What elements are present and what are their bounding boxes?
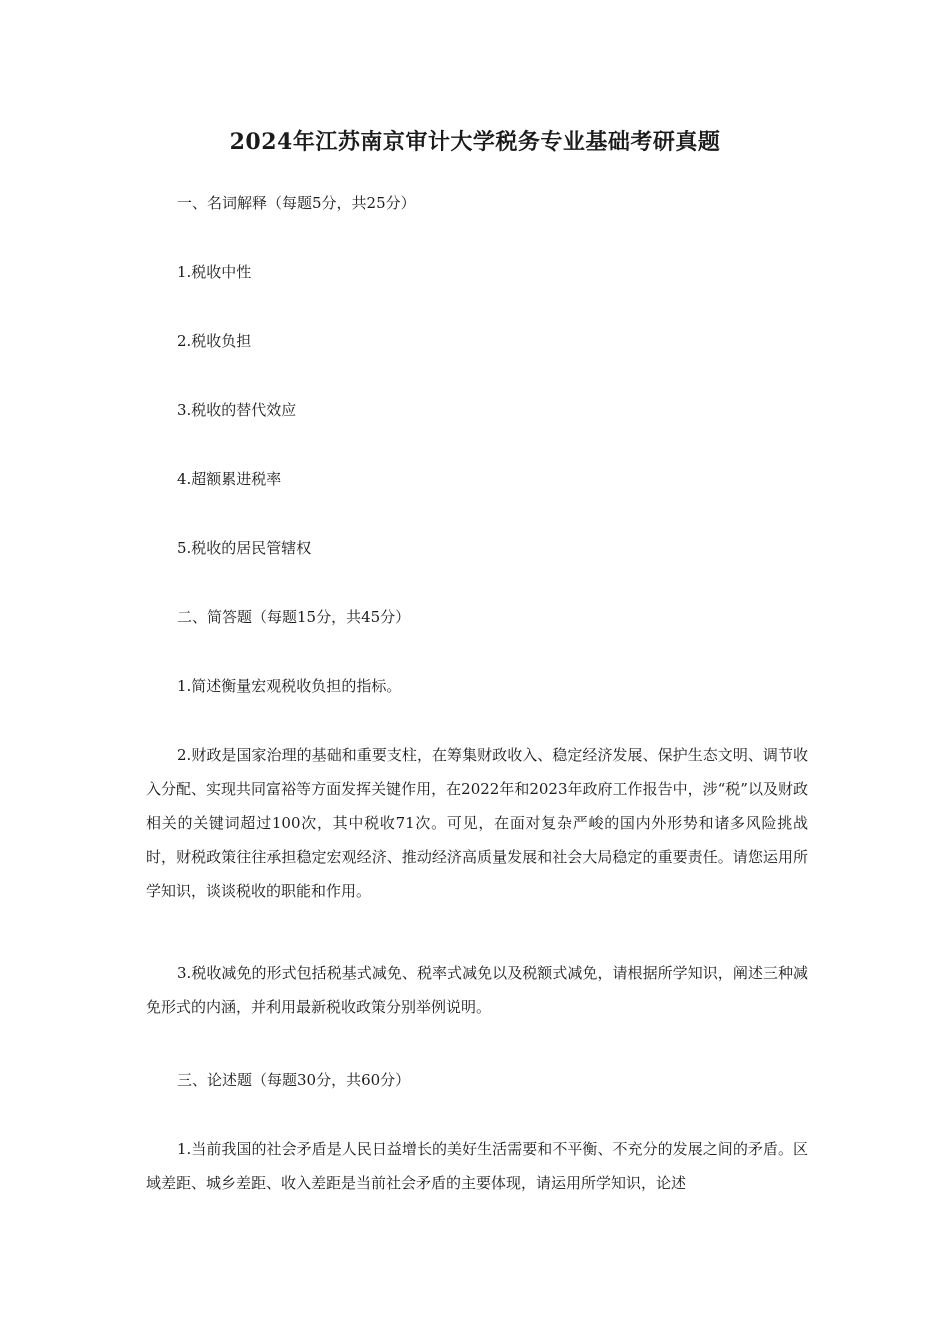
essay-question: 1.当前我国的社会矛盾是人民日益增长的美好生活需要和不平衡、不充分的发展之间的矛盾。区域差距、城乡差距、收入差距是当前社会矛盾的主要体现，请运用所学知识，论述 xyxy=(146,1140,808,1192)
definition-item: 4.超额累进税率 xyxy=(177,470,282,488)
short-answer-question: 2.财政是国家治理的基础和重要支柱，在筹集财政收入、稳定经济发展、保护生态文明、调节收入分配、实现共同富裕等方面发挥关键作用，在2022年和2023年政府工作报告中，涉“税”以及财政相关的关键词超过100次，其中税收71次。可见，在面对复杂严峻的国内外形势和诸多风险挑战时，财税政策往往承担稳定宏观经济、推动经济高质量发展和社会大局稳定的重要责任。请您运用所学知识，谈谈税收的职能和作用。 xyxy=(146,746,808,900)
section-heading-short-answer: 二、简答题（每题15分，共45分） xyxy=(177,608,411,626)
definition-item: 2.税收负担 xyxy=(177,332,252,350)
section-heading-definitions: 一、名词解释（每题5分，共25分） xyxy=(177,194,416,212)
definition-item: 5.税收的居民管辖权 xyxy=(177,539,312,557)
short-answer-question: 3.税收减免的形式包括税基式减免、税率式减免以及税额式减免，请根据所学知识，阐述三种减免形式的内涵，并利用最新税收政策分别举例说明。 xyxy=(146,964,808,1016)
short-answer-question: 1.简述衡量宏观税收负担的指标。 xyxy=(177,677,402,695)
document-title: 2024年江苏南京审计大学税务专业基础考研真题 xyxy=(229,129,721,155)
section-heading-essay: 三、论述题（每题30分，共60分） xyxy=(177,1071,411,1089)
definition-item: 1.税收中性 xyxy=(177,263,252,281)
definition-item: 3.税收的替代效应 xyxy=(177,401,297,419)
